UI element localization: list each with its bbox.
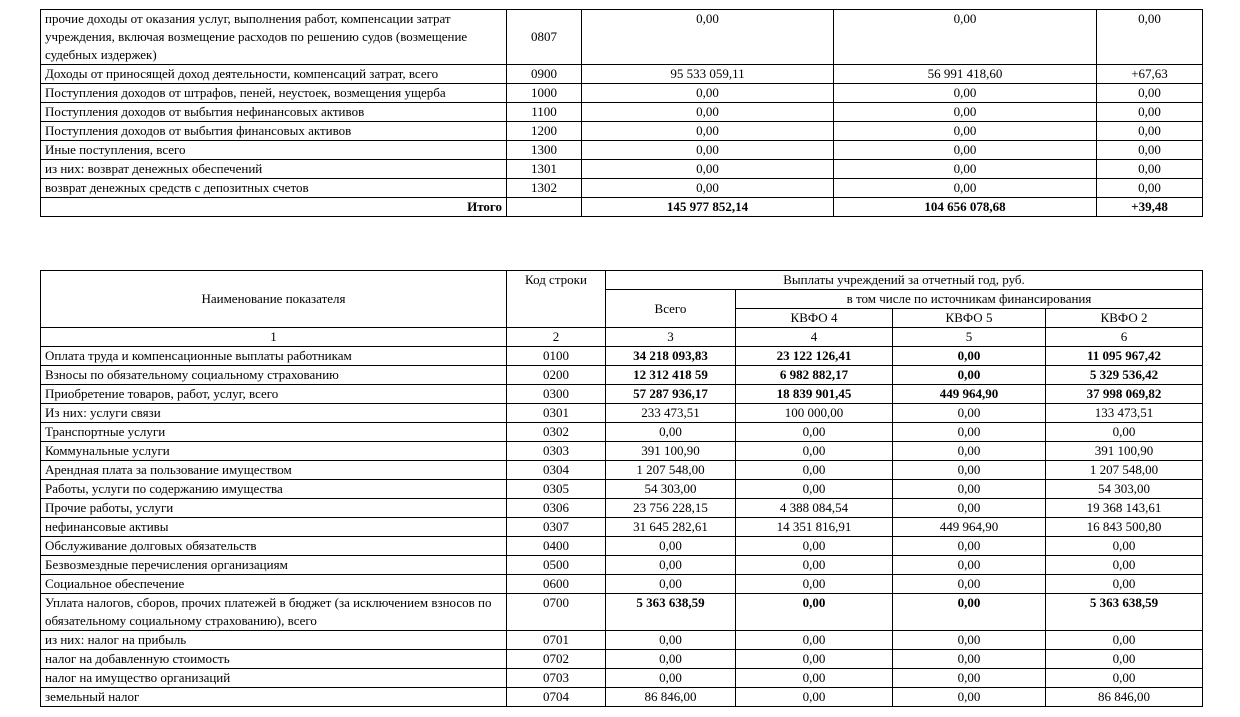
- total-value: 145 977 852,14: [582, 198, 834, 217]
- row-value: 0,00: [736, 442, 893, 461]
- income-table: [40, 9, 1203, 217]
- row-name: Транспортные услуги: [41, 423, 507, 442]
- row-value: 0,00: [1046, 537, 1203, 556]
- row-value: 0,00: [834, 84, 1097, 103]
- row-code: 0306: [507, 499, 606, 518]
- row-name: Обслуживание долговых обязательств: [41, 537, 507, 556]
- table-row: [41, 650, 1203, 669]
- row-value: 18 839 901,45: [736, 385, 893, 404]
- table-row: [41, 179, 1203, 198]
- row-code: 0704: [507, 688, 606, 707]
- row-value: 391 100,90: [1046, 442, 1203, 461]
- row-name: налог на добавленную стоимость: [41, 650, 507, 669]
- table-row: [41, 84, 1203, 103]
- row-value: 0,00: [582, 160, 834, 179]
- row-value: 0,00: [582, 84, 834, 103]
- row-value: 100 000,00: [736, 404, 893, 423]
- table-row: [41, 65, 1203, 84]
- table-row: [41, 594, 1203, 631]
- row-name: земельный налог: [41, 688, 507, 707]
- row-name: Поступления доходов от выбытия нефинансовых активов: [41, 103, 507, 122]
- row-value: 0,00: [1097, 179, 1203, 198]
- table-row: [41, 442, 1203, 461]
- row-code: 0600: [507, 575, 606, 594]
- row-value: 0,00: [736, 669, 893, 688]
- row-name: нефинансовые активы: [41, 518, 507, 537]
- table-row: [41, 141, 1203, 160]
- row-code: 1301: [507, 160, 582, 179]
- row-name: Взносы по обязательному социальному страхованию: [41, 366, 507, 385]
- row-value: 34 218 093,83: [606, 347, 736, 366]
- row-name: прочие доходы от оказания услуг, выполнения работ, компенсации затрат учреждения, включая возмещение расходов по решению судов (возмещение судебных издержек): [41, 10, 507, 65]
- row-value: 11 095 967,42: [1046, 347, 1203, 366]
- row-code: 0200: [507, 366, 606, 385]
- row-value: 31 645 282,61: [606, 518, 736, 537]
- row-value: 0,00: [834, 103, 1097, 122]
- row-value: 0,00: [1046, 650, 1203, 669]
- row-value: 0,00: [606, 631, 736, 650]
- table-row: [41, 556, 1203, 575]
- column-number: 6: [1046, 328, 1203, 347]
- row-value: 233 473,51: [606, 404, 736, 423]
- row-value: 0,00: [606, 423, 736, 442]
- header-indicator-name: Наименование показателя: [41, 271, 507, 328]
- row-value: 0,00: [582, 122, 834, 141]
- total-value: 104 656 078,68: [834, 198, 1097, 217]
- row-value: 0,00: [1046, 575, 1203, 594]
- row-code: 0307: [507, 518, 606, 537]
- row-value: 0,00: [1097, 160, 1203, 179]
- table-row: [41, 499, 1203, 518]
- row-value: 0,00: [893, 669, 1046, 688]
- row-value: 0,00: [893, 650, 1046, 669]
- row-name: Социальное обеспечение: [41, 575, 507, 594]
- row-value: 0,00: [606, 669, 736, 688]
- row-value: 133 473,51: [1046, 404, 1203, 423]
- row-value: 0,00: [834, 160, 1097, 179]
- row-value: 0,00: [834, 10, 1097, 65]
- table-row: [41, 537, 1203, 556]
- row-code: 0807: [507, 10, 582, 65]
- row-value: 57 287 936,17: [606, 385, 736, 404]
- row-value: 0,00: [1097, 10, 1203, 65]
- row-value: 0,00: [893, 556, 1046, 575]
- column-number: 1: [41, 328, 507, 347]
- row-code: 0301: [507, 404, 606, 423]
- row-code: 1100: [507, 103, 582, 122]
- table-row: [41, 461, 1203, 480]
- row-value: 95 533 059,11: [582, 65, 834, 84]
- row-value: 449 964,90: [893, 385, 1046, 404]
- table-row: [41, 122, 1203, 141]
- row-name: Из них: услуги связи: [41, 404, 507, 423]
- table-row: [41, 404, 1203, 423]
- row-value: 0,00: [1046, 423, 1203, 442]
- empty-cell: [507, 198, 582, 217]
- row-name: налог на имущество организаций: [41, 669, 507, 688]
- row-name: Коммунальные услуги: [41, 442, 507, 461]
- row-value: 37 998 069,82: [1046, 385, 1203, 404]
- table-row: [41, 160, 1203, 179]
- column-number: 5: [893, 328, 1046, 347]
- table-row: [41, 423, 1203, 442]
- row-value: 0,00: [736, 480, 893, 499]
- row-value: 0,00: [606, 650, 736, 669]
- row-value: 0,00: [736, 537, 893, 556]
- row-value: 5 363 638,59: [1046, 594, 1203, 631]
- row-value: 0,00: [834, 141, 1097, 160]
- row-value: 0,00: [736, 650, 893, 669]
- row-value: 86 846,00: [1046, 688, 1203, 707]
- row-value: 0,00: [893, 366, 1046, 385]
- row-code: 0701: [507, 631, 606, 650]
- row-value: 0,00: [1046, 556, 1203, 575]
- total-value: +39,48: [1097, 198, 1203, 217]
- header-including-sources: в том числе по источникам финансирования: [736, 290, 1203, 309]
- table-row: [41, 385, 1203, 404]
- row-value: 86 846,00: [606, 688, 736, 707]
- row-code: 0500: [507, 556, 606, 575]
- header-row-code: Код строки: [507, 271, 606, 328]
- row-value: 0,00: [893, 423, 1046, 442]
- row-value: 0,00: [736, 688, 893, 707]
- table-row: [41, 366, 1203, 385]
- row-value: 449 964,90: [893, 518, 1046, 537]
- row-value: 0,00: [1097, 122, 1203, 141]
- row-name: Иные поступления, всего: [41, 141, 507, 160]
- row-value: 0,00: [893, 442, 1046, 461]
- row-value: +67,63: [1097, 65, 1203, 84]
- row-value: 1 207 548,00: [606, 461, 736, 480]
- row-value: 5 363 638,59: [606, 594, 736, 631]
- row-name: Прочие работы, услуги: [41, 499, 507, 518]
- row-code: 1200: [507, 122, 582, 141]
- row-value: 0,00: [893, 404, 1046, 423]
- row-value: 0,00: [606, 575, 736, 594]
- row-value: 0,00: [1097, 141, 1203, 160]
- header-total: Всего: [606, 290, 736, 328]
- row-value: 16 843 500,80: [1046, 518, 1203, 537]
- header-kvfo-2: КВФО 2: [1046, 309, 1203, 328]
- row-code: 0400: [507, 537, 606, 556]
- row-value: 12 312 418 59: [606, 366, 736, 385]
- row-name: Оплата труда и компенсационные выплаты работникам: [41, 347, 507, 366]
- table-row: [41, 10, 1203, 65]
- table-row: [41, 688, 1203, 707]
- row-code: 0300: [507, 385, 606, 404]
- row-value: 0,00: [893, 575, 1046, 594]
- table-row: [41, 480, 1203, 499]
- row-value: 0,00: [1046, 669, 1203, 688]
- row-value: 5 329 536,42: [1046, 366, 1203, 385]
- table-row: [41, 575, 1203, 594]
- row-value: 391 100,90: [606, 442, 736, 461]
- header-payments: Выплаты учреждений за отчетный год, руб.: [606, 271, 1203, 290]
- row-value: 6 982 882,17: [736, 366, 893, 385]
- row-value: 0,00: [893, 631, 1046, 650]
- table-row: [41, 518, 1203, 537]
- row-code: 0703: [507, 669, 606, 688]
- row-code: 0304: [507, 461, 606, 480]
- row-value: 0,00: [893, 499, 1046, 518]
- row-value: 0,00: [582, 179, 834, 198]
- row-value: 0,00: [736, 556, 893, 575]
- row-name: Уплата налогов, сборов, прочих платежей в бюджет (за исключением взносов по обязательному социальному страхованию), всего: [41, 594, 507, 631]
- payments-table: [40, 270, 1203, 707]
- row-value: 0,00: [582, 103, 834, 122]
- row-value: 0,00: [1097, 84, 1203, 103]
- row-name: Доходы от приносящей доход деятельности, компенсаций затрат, всего: [41, 65, 507, 84]
- row-code: 1300: [507, 141, 582, 160]
- row-value: 0,00: [1097, 103, 1203, 122]
- row-name: Поступления доходов от выбытия финансовых активов: [41, 122, 507, 141]
- row-name: из них: налог на прибыль: [41, 631, 507, 650]
- row-code: 0100: [507, 347, 606, 366]
- row-value: 0,00: [893, 688, 1046, 707]
- table-row: [41, 103, 1203, 122]
- row-code: 0700: [507, 594, 606, 631]
- row-value: 23 756 228,15: [606, 499, 736, 518]
- row-value: 0,00: [606, 537, 736, 556]
- row-value: 54 303,00: [1046, 480, 1203, 499]
- row-value: 0,00: [606, 556, 736, 575]
- row-value: 0,00: [736, 461, 893, 480]
- column-number: 2: [507, 328, 606, 347]
- row-code: 1000: [507, 84, 582, 103]
- row-value: 0,00: [834, 122, 1097, 141]
- row-value: 0,00: [893, 480, 1046, 499]
- row-value: 0,00: [736, 423, 893, 442]
- row-value: 54 303,00: [606, 480, 736, 499]
- row-code: 0303: [507, 442, 606, 461]
- row-value: 56 991 418,60: [834, 65, 1097, 84]
- total-row: [41, 198, 1203, 217]
- row-value: 0,00: [893, 537, 1046, 556]
- row-value: 0,00: [1046, 631, 1203, 650]
- column-number: 4: [736, 328, 893, 347]
- row-code: 1302: [507, 179, 582, 198]
- header-kvfo-5: КВФО 5: [893, 309, 1046, 328]
- row-value: 0,00: [736, 631, 893, 650]
- row-value: 0,00: [893, 347, 1046, 366]
- row-value: 0,00: [893, 461, 1046, 480]
- row-name: Приобретение товаров, работ, услуг, всего: [41, 385, 507, 404]
- row-code: 0302: [507, 423, 606, 442]
- row-value: 23 122 126,41: [736, 347, 893, 366]
- row-value: 4 388 084,54: [736, 499, 893, 518]
- row-code: 0702: [507, 650, 606, 669]
- row-value: 1 207 548,00: [1046, 461, 1203, 480]
- row-value: 0,00: [582, 141, 834, 160]
- row-code: 0900: [507, 65, 582, 84]
- row-name: Арендная плата за пользование имуществом: [41, 461, 507, 480]
- row-value: 19 368 143,61: [1046, 499, 1203, 518]
- row-name: из них: возврат денежных обеспечений: [41, 160, 507, 179]
- row-value: 0,00: [736, 575, 893, 594]
- row-value: 0,00: [834, 179, 1097, 198]
- row-code: 0305: [507, 480, 606, 499]
- column-number: 3: [606, 328, 736, 347]
- row-name: Поступления доходов от штрафов, пеней, неустоек, возмещения ущерба: [41, 84, 507, 103]
- total-label: Итого: [41, 198, 507, 217]
- row-value: 0,00: [736, 594, 893, 631]
- row-name: Безвозмездные перечисления организациям: [41, 556, 507, 575]
- row-name: Работы, услуги по содержанию имущества: [41, 480, 507, 499]
- table-row: [41, 347, 1203, 366]
- table-row: [41, 669, 1203, 688]
- table-row: [41, 631, 1203, 650]
- row-value: 0,00: [893, 594, 1046, 631]
- row-value: 14 351 816,91: [736, 518, 893, 537]
- row-name: возврат денежных средств с депозитных счетов: [41, 179, 507, 198]
- header-kvfo-4: КВФО 4: [736, 309, 893, 328]
- row-value: 0,00: [582, 10, 834, 65]
